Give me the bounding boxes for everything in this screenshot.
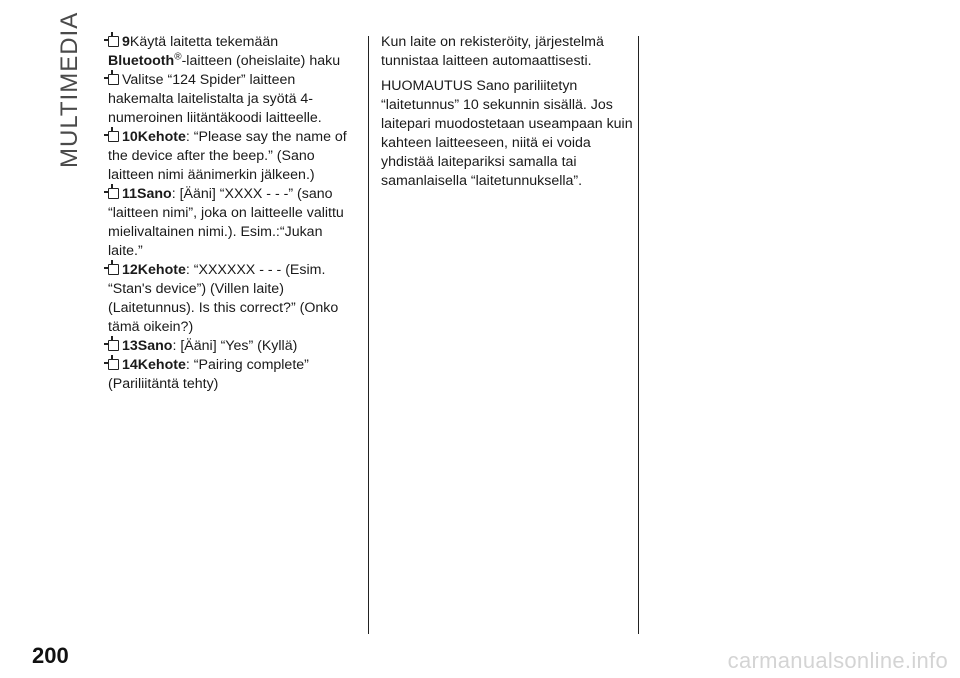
step-arrow-icon (108, 74, 119, 85)
step-arrow-icon (108, 264, 119, 275)
bluetooth-label: Bluetooth (108, 53, 175, 69)
step-14 (108, 356, 360, 394)
step-arrow-icon (108, 340, 119, 351)
step-14-label: 14Kehote (122, 357, 186, 373)
step-arrow-icon (108, 359, 119, 370)
left-column (108, 33, 360, 394)
step-11-label: 11Sano (122, 186, 172, 202)
section-title: MULTIMEDIA (56, 11, 83, 168)
step-arrow-icon (108, 188, 119, 199)
step-13 (108, 337, 360, 356)
step-arrow-icon (108, 36, 119, 47)
column-divider-right (638, 36, 639, 634)
page-number: 200 (32, 643, 69, 668)
step-9 (108, 33, 360, 71)
step-13-text: : [Ääni] “Yes” (Kyllä) (172, 338, 298, 354)
watermark: carmanualsonline.info (727, 648, 948, 673)
step-arrow-icon (108, 131, 119, 142)
step-10-text: : “Please say the name of the device after the beep.” (Sano laitteen nimi äänimerkin jälkeen.) (108, 129, 347, 183)
step-12 (108, 261, 360, 337)
step-select-text: Valitse “124 Spider” laitteen hakemalta laitelistalta ja syötä 4-numeroinen liitäntäkoodi laitteelle. (108, 72, 322, 126)
step-10-label: 10Kehote (122, 129, 186, 145)
step-13-label: 13Sano (122, 338, 173, 354)
step-10 (108, 128, 360, 185)
step-14-text: : “Pairing complete” (Pariliitäntä tehty) (108, 357, 309, 392)
step-9-number: 9 (122, 34, 130, 50)
registration-paragraph: Kun laite on rekisteröity, järjestelmä tunnistaa laitteen automaattisesti. (381, 34, 604, 69)
step-12-label: 12Kehote (122, 262, 186, 278)
note-paragraph: HUOMAUTUS Sano pariliitetyn “laitetunnus” 10 sekunnin sisällä. Jos laitepari muodostetaan useampaan kuin kahteen laitteeseen, niitä ei voida yhdistää laitepariksi samalla tai samanlaisella “laitetunnuksella”. (381, 78, 633, 189)
right-column (381, 33, 635, 197)
step-11-text: : [Ääni] “XXXX - - -” (sano “laitteen nimi”, joka on laitteelle valittu mielivaltainen nimi.). Esim.:“Jukan laite.” (108, 186, 344, 259)
step-12-text: : “XXXXXX - - - (Esim. “Stan's device”) (Villen laite) (Laitetunnus). Is this correct?” (Onko tämä oikein?) (108, 262, 339, 335)
step-select-device (108, 71, 360, 128)
step-9-text: Käytä laitetta tekemään (129, 34, 279, 50)
step-9-text-cont: -laitteen (oheislaite) haku (181, 53, 341, 69)
registered-mark: ® (174, 51, 182, 63)
column-divider-left (368, 36, 369, 634)
step-11 (108, 185, 360, 261)
